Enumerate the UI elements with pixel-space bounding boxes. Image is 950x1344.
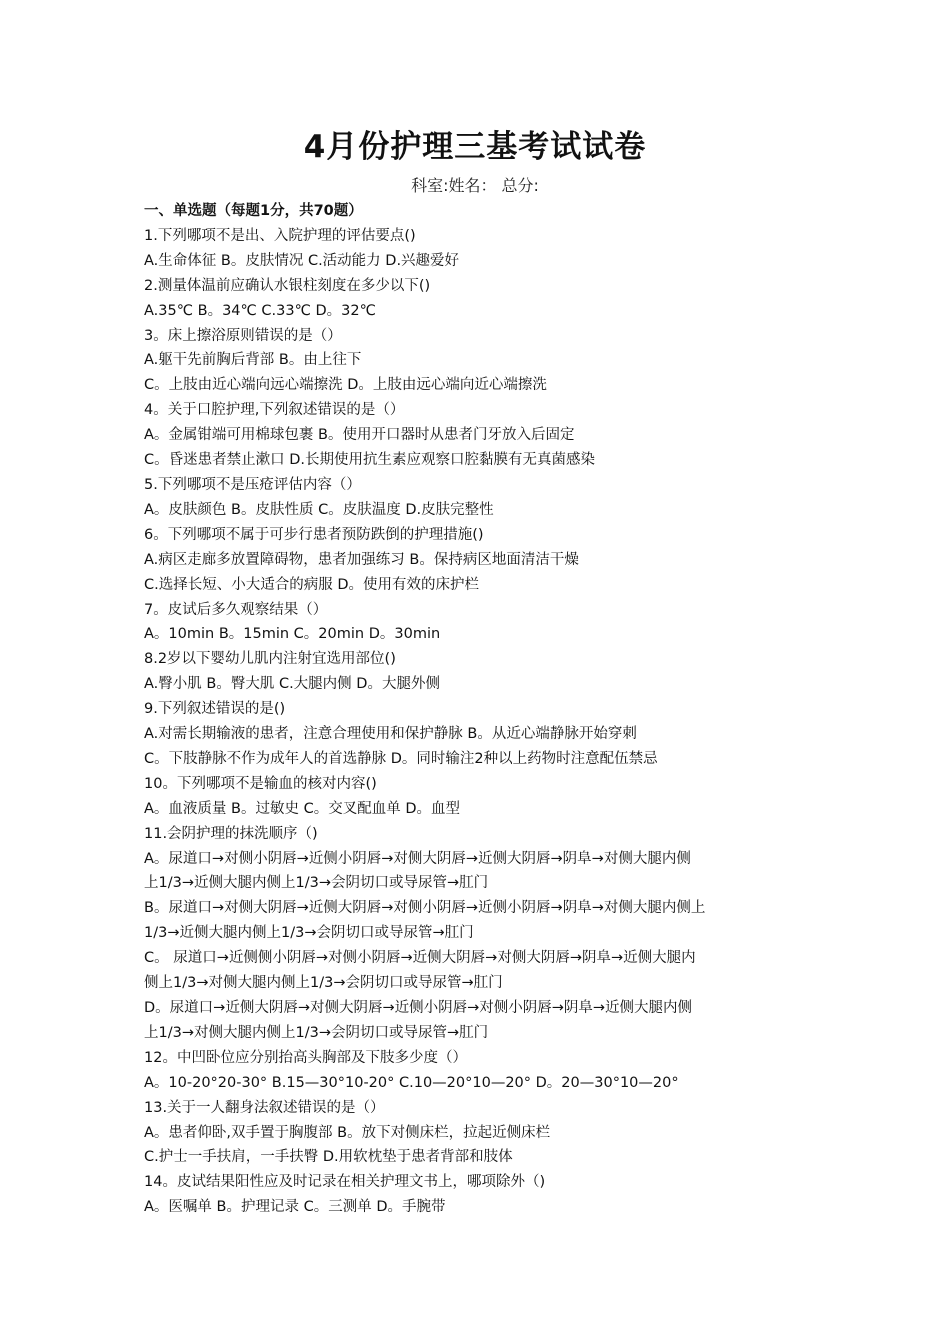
question-14-options: A。医嘱单 B。护理记录 C。三测单 D。手腕带 [144,1199,446,1216]
question-8-stem: 8.2岁以下婴幼儿肌内注射宜选用部位() [144,651,396,668]
question-11-stem: 11.会阴护理的抹洗顺序（) [144,825,318,842]
question-4-stem: 4。关于口腔护理,下列叙述错误的是（） [144,402,405,419]
question-2-stem: 2.测量体温前应确认水银柱刻度在多少以下() [144,277,431,294]
question-3-stem: 3。床上擦浴原则错误的是（） [144,327,342,344]
page-title: 4月份护理三基考试试卷 [303,129,647,165]
question-11-option-d-line1: D。尿道口→近侧大阴唇→对侧大阴唇→近侧小阴唇→对侧小阴唇→阴阜→近侧大腿内侧 [144,1000,693,1016]
question-5-options: A。皮肤颜色 B。皮肤性质 C。皮肤温度 D.皮肤完整性 [144,501,494,518]
question-6-stem: 6。下列哪项不属于可步行患者预防跌倒的护理措施() [144,526,484,543]
question-13-options-ab: A。患者仰卧,双手置于胸腹部 B。放下对侧床栏，拉起近侧床栏 [144,1124,551,1141]
question-list [144,199,812,1220]
question-3-options-cd: C。上肢由近心端向远心端擦洗 D。上肢由远心端向近心端擦洗 [144,377,547,394]
question-13-options-cd: C.护士一手扶肩，一手扶臀 D.用软枕垫于患者背部和肢体 [144,1149,513,1166]
question-4-options-cd: C。昏迷患者禁止漱口 D.长期使用抗生素应观察口腔黏膜有无真菌感染 [144,452,596,469]
question-5-stem: 5.下列哪项不是压疮评估内容（） [144,476,361,493]
question-11-option-c-line1: C。 尿道口→近侧侧小阴唇→对侧小阴唇→近侧大阴唇→对侧大阴唇→阴阜→近侧大腿内 [144,950,696,967]
question-9-stem: 9.下列叙述错误的是() [144,701,286,718]
question-12-options: A。10-20°20-30° B.15—30°10-20° C.10—20°10—20° D。20—30°10—20° [144,1074,679,1091]
question-12-stem: 12。中凹卧位应分别抬高头胸部及下肢多少度（） [144,1049,467,1066]
question-1-stem: 1.下列哪项不是出、入院护理的评估要点() [144,227,416,244]
page-subtitle: 科室:姓名： 总分: [411,176,539,195]
question-4-options-ab: A。金属钳端可用棉球包裹 B。使用开口器时从患者门牙放入后固定 [144,427,575,444]
question-11-option-a-line2: 上1/3→近侧大腿内侧上1/3→会阴切口或导尿管→肛门 [144,875,489,892]
question-7-options: A。10min B。15min C。20min D。30min [144,626,441,643]
question-9-options-ab: A.对需长期输液的患者，注意合理使用和保护静脉 B。从近心端静脉开始穿刺 [144,726,637,743]
question-10-options: A。血液质量 B。过敏史 C。交叉配血单 D。血型 [144,800,460,817]
question-11-option-a-line1: A。尿道口→对侧小阴唇→近侧小阴唇→对侧大阴唇→近侧大阴唇→阴阜→对侧大腿内侧 [144,850,691,867]
question-9-options-cd: C。下肢静脉不作为成年人的首选静脉 D。同时输注2种以上药物时注意配伍禁忌 [144,750,658,767]
question-7-stem: 7。皮试后多久观察结果（） [144,601,328,618]
section-heading: 一、单选题（每题1分，共70题） [144,203,363,219]
question-11-option-b-line2: 1/3→近侧大腿内侧上1/3→会阴切口或导尿管→肛门 [144,925,474,942]
question-10-stem: 10。下列哪项不是输血的核对内容() [144,775,377,792]
question-6-options-ab: A.病区走廊多放置障碍物，患者加强练习 B。保持病区地面清洁干燥 [144,551,579,568]
question-3-options-ab: A.躯干先前胸后背部 B。由上往下 [144,352,362,369]
question-6-options-cd: C.选择长短、小大适合的病服 D。使用有效的床护栏 [144,576,480,593]
question-14-stem: 14。皮试结果阳性应及时记录在相关护理文书上，哪项除外（) [144,1174,546,1191]
question-11-option-d-line2: 上1/3→对侧大腿内侧上1/3→会阴切口或导尿管→肛门 [144,1024,489,1041]
question-1-options: A.生命体征 B。皮肤情况 C.活动能力 D.兴趣爱好 [144,252,460,269]
question-2-options: A.35℃ B。34℃ C.33℃ D。32℃ [144,302,376,319]
question-11-option-c-line2: 侧上1/3→对侧大腿内侧上1/3→会阴切口或导尿管→肛门 [144,975,503,992]
question-8-options: A.臀小肌 B。臀大肌 C.大腿内侧 D。大腿外侧 [144,676,440,693]
question-11-option-b-line1: B。尿道口→对侧大阴唇→近侧大阴唇→对侧小阴唇→近侧小阴唇→阴阜→对侧大腿内侧上 [144,900,706,917]
question-13-stem: 13.关于一人翻身法叙述错误的是（） [144,1099,385,1116]
